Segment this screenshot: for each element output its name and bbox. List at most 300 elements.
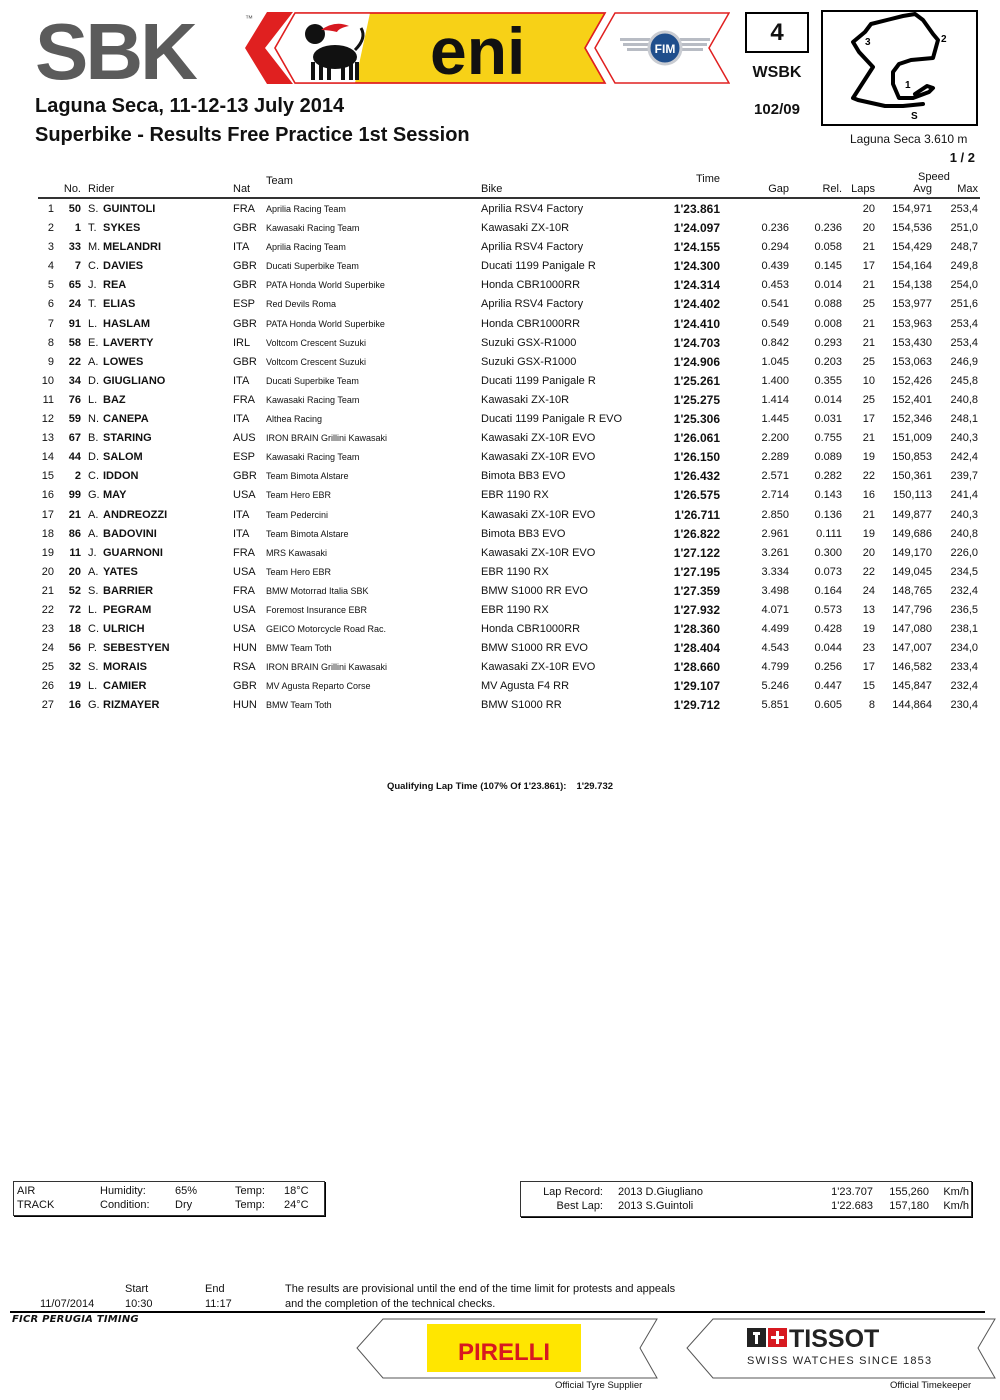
cell-avg: 154,429 xyxy=(892,241,932,254)
condition-value: Dry xyxy=(175,1199,193,1211)
cell-team: Team Hero EBR xyxy=(266,490,332,501)
table-row xyxy=(38,218,980,237)
cell-init: G. xyxy=(88,699,100,712)
cell-avg: 145,847 xyxy=(892,680,932,693)
start-label: Start xyxy=(125,1283,149,1295)
cell-rel: 0.111 xyxy=(816,527,842,540)
cell-laps: 20 xyxy=(862,222,875,235)
lap-records xyxy=(520,1181,972,1217)
table-row xyxy=(38,505,980,524)
cell-rel: 0.293 xyxy=(814,336,842,349)
cell-laps: 17 xyxy=(862,260,875,273)
cell-time: 1'24.314 xyxy=(673,278,720,293)
best-lap-time: 1'22.683 xyxy=(831,1200,873,1212)
cell-gap: 1.445 xyxy=(761,413,789,426)
cell-rel: 0.044 xyxy=(814,642,842,655)
cell-laps: 23 xyxy=(862,642,875,655)
cell-bike: Bimota BB3 EVO xyxy=(481,470,566,483)
corner-1-label: 1 xyxy=(905,80,911,91)
track-outline-icon xyxy=(823,12,976,124)
cell-team: Voltcom Crescent Suzuki xyxy=(266,337,367,348)
cell-max: 241,4 xyxy=(950,489,978,502)
table-row xyxy=(38,294,980,313)
cell-gap: 4.799 xyxy=(761,661,789,674)
cell-time: 1'24.402 xyxy=(673,297,720,312)
cell-rel: 0.755 xyxy=(814,432,842,445)
header-team: Team xyxy=(266,175,293,187)
tissot-banner xyxy=(685,1318,997,1380)
cell-pos: 4 xyxy=(47,260,54,273)
cell-laps: 16 xyxy=(862,489,875,502)
cell-max: 246,9 xyxy=(950,355,978,368)
cell-pos: 21 xyxy=(41,584,54,597)
cell-no: 1 xyxy=(74,222,81,235)
cell-laps: 10 xyxy=(862,374,875,387)
cell-rel: 0.136 xyxy=(814,508,842,521)
cell-time: 1'27.122 xyxy=(673,545,720,560)
cell-no: 99 xyxy=(68,489,81,502)
cell-name: PEGRAM xyxy=(103,603,152,616)
table-row xyxy=(38,390,980,409)
header-nat: Nat xyxy=(233,183,251,195)
cell-max: 236,5 xyxy=(950,603,978,616)
cell-team: IRON BRAIN Grillini Kawasaki xyxy=(266,662,388,673)
cell-laps: 25 xyxy=(862,355,875,368)
cell-avg: 150,113 xyxy=(893,489,932,502)
cell-time: 1'24.155 xyxy=(673,240,720,255)
table-row xyxy=(38,619,980,638)
qualifying-label: Qualifying Lap Time (107% Of 1'23.861): xyxy=(386,781,567,792)
cell-gap: 1.414 xyxy=(761,393,789,406)
cell-pos: 3 xyxy=(47,241,54,254)
header-rider: Rider xyxy=(88,183,115,195)
cell-max: 232,4 xyxy=(950,680,978,693)
cell-avg: 149,686 xyxy=(892,527,932,540)
corner-2-label: 2 xyxy=(941,34,947,45)
fim-logo-text: FIM xyxy=(654,42,676,56)
cell-bike: Kawasaki ZX-10R xyxy=(481,222,570,235)
cell-rel: 0.203 xyxy=(814,355,842,368)
cell-gap: 2.200 xyxy=(761,432,789,445)
cell-nat: USA xyxy=(233,603,256,616)
cell-time: 1'25.306 xyxy=(673,412,720,427)
cell-name: STARING xyxy=(103,432,152,445)
table-row xyxy=(38,657,980,676)
cell-gap: 0.549 xyxy=(761,317,789,330)
cell-no: 16 xyxy=(68,699,81,712)
cell-team: Team Pedercini xyxy=(266,509,329,520)
cell-nat: USA xyxy=(233,489,256,502)
cell-bike: Ducati 1199 Panigale R xyxy=(481,260,596,273)
cell-avg: 147,007 xyxy=(892,642,932,655)
cell-time: 1'27.195 xyxy=(673,564,720,579)
cell-bike: Honda CBR1000RR xyxy=(481,623,581,636)
cell-time: 1'27.932 xyxy=(673,602,720,617)
cell-rel: 0.089 xyxy=(814,451,842,464)
cell-laps: 25 xyxy=(862,393,875,406)
qualifying-value: 1'29.732 xyxy=(576,781,614,792)
cell-laps: 21 xyxy=(862,241,875,254)
track-temp-label: Temp: xyxy=(235,1199,265,1211)
cell-avg: 147,080 xyxy=(892,623,932,636)
cell-bike: Honda CBR1000RR xyxy=(481,317,581,330)
cell-rel: 0.143 xyxy=(814,489,842,502)
track-map xyxy=(821,10,978,126)
cell-no: 19 xyxy=(68,680,81,693)
cell-no: 58 xyxy=(68,336,81,349)
cell-pos: 16 xyxy=(41,489,54,502)
cell-no: 52 xyxy=(68,584,81,597)
cell-no: 86 xyxy=(68,527,81,540)
cell-max: 234,0 xyxy=(950,642,978,655)
cell-team: Foremost Insurance EBR xyxy=(266,604,368,615)
header-time: Time xyxy=(695,173,720,185)
cell-avg: 147,796 xyxy=(892,603,932,616)
cell-name: MORAIS xyxy=(103,661,147,674)
cell-pos: 5 xyxy=(47,279,54,292)
track-temp-value: 24°C xyxy=(284,1199,309,1211)
cell-max: 234,5 xyxy=(950,565,978,578)
cell-bike: EBR 1190 RX xyxy=(481,565,549,578)
table-row xyxy=(38,676,980,695)
cell-no: 22 xyxy=(68,355,81,368)
pirelli-logo: PIRELLI xyxy=(457,1339,551,1366)
table-row xyxy=(38,524,980,543)
timing-brand: FICR PERUGIA TIMING xyxy=(12,1314,139,1325)
cell-time: 1'24.703 xyxy=(673,335,720,350)
cell-team: IRON BRAIN Grillini Kawasaki xyxy=(266,433,388,444)
trademark-mark: ™ xyxy=(245,14,253,23)
cell-nat: FRA xyxy=(233,393,255,406)
cell-init: L. xyxy=(88,603,98,616)
cell-bike: Bimota BB3 EVO xyxy=(481,527,566,540)
cell-init: L. xyxy=(88,317,98,330)
cell-gap: 2.850 xyxy=(761,508,789,521)
cell-rel: 0.088 xyxy=(814,298,842,311)
cell-max: 248,7 xyxy=(950,241,978,254)
cell-rel: 0.145 xyxy=(814,260,842,273)
cell-gap: 0.236 xyxy=(761,222,789,235)
table-row xyxy=(38,543,980,562)
cell-team: Aprilia Racing Team xyxy=(266,242,346,253)
cell-pos: 24 xyxy=(41,642,54,655)
cell-init: S. xyxy=(88,661,99,674)
cell-nat: IRL xyxy=(233,336,251,349)
cell-init: P. xyxy=(88,642,97,655)
table-row xyxy=(38,562,980,581)
disclaimer-line-2: and the completion of the technical checks. xyxy=(285,1298,496,1310)
cell-avg: 153,430 xyxy=(892,336,932,349)
cell-nat: AUS xyxy=(233,432,256,445)
cell-gap: 1.400 xyxy=(761,374,789,387)
cell-bike: Suzuki GSX-R1000 xyxy=(481,355,577,368)
cell-pos: 19 xyxy=(41,546,54,559)
cell-team: BMW Team Toth xyxy=(266,700,332,711)
table-row xyxy=(38,466,980,485)
cell-no: 76 xyxy=(68,393,81,406)
table-body xyxy=(38,199,980,715)
cell-init: J. xyxy=(88,546,97,559)
round-number: 4 xyxy=(745,12,809,53)
cell-pos: 12 xyxy=(41,413,54,426)
air-temp-value: 18°C xyxy=(284,1185,309,1197)
end-time: 11:17 xyxy=(205,1298,232,1310)
table-row xyxy=(38,199,980,218)
cell-avg: 153,977 xyxy=(892,298,932,311)
disclaimer-line-1: The results are provisional until the end of the time limit for protests and appeals xyxy=(285,1283,676,1295)
table-row xyxy=(38,409,980,428)
cell-team: Kawasaki Racing Team xyxy=(266,223,360,234)
humidity-label: Humidity: xyxy=(100,1185,146,1197)
best-lap-unit: Km/h xyxy=(943,1200,969,1212)
cell-bike: Kawasaki ZX-10R EVO xyxy=(481,451,596,464)
cell-no: 50 xyxy=(68,203,81,215)
cell-max: 230,4 xyxy=(950,699,978,712)
cell-rel: 0.236 xyxy=(814,222,842,235)
cell-name: GIUGLIANO xyxy=(103,374,166,387)
cell-nat: GBR xyxy=(233,317,257,330)
table-row xyxy=(38,638,980,657)
header-gap: Gap xyxy=(768,183,789,195)
cell-max: 240,8 xyxy=(950,527,978,540)
cell-pos: 6 xyxy=(47,298,54,311)
cell-max: 251,6 xyxy=(950,298,978,311)
cell-laps: 17 xyxy=(862,661,875,674)
cell-team: Team Bimota Alstare xyxy=(266,471,349,482)
cell-name: SALOM xyxy=(103,451,143,464)
cell-nat: ITA xyxy=(233,374,250,387)
cell-rel: 0.058 xyxy=(814,241,842,254)
cell-bike: Suzuki GSX-R1000 xyxy=(481,336,577,349)
start-time: 10:30 xyxy=(125,1298,153,1310)
cell-init: L. xyxy=(88,680,98,693)
page-number: 1 / 2 xyxy=(949,150,975,165)
cell-laps: 19 xyxy=(862,451,875,464)
cell-pos: 8 xyxy=(47,336,54,349)
cell-time: 1'27.359 xyxy=(673,583,720,598)
header-avg: Avg xyxy=(913,183,932,195)
cell-name: SEBESTYEN xyxy=(103,642,170,655)
cell-no: 18 xyxy=(68,623,81,636)
cell-laps: 21 xyxy=(862,432,875,445)
cell-name: MELANDRI xyxy=(103,241,162,254)
cell-no: 20 xyxy=(68,565,81,578)
cell-time: 1'26.575 xyxy=(673,488,720,503)
cell-time: 1'29.712 xyxy=(673,698,720,713)
cell-max: 248,1 xyxy=(950,413,978,426)
cell-gap: 4.543 xyxy=(761,642,789,655)
cell-time: 1'26.061 xyxy=(673,431,720,446)
cell-nat: ITA xyxy=(233,241,250,254)
cell-team: PATA Honda World Superbike xyxy=(266,280,385,291)
cell-gap: 2.289 xyxy=(761,451,789,464)
cell-nat: HUN xyxy=(233,699,257,712)
cell-gap: 2.714 xyxy=(761,489,789,502)
cell-max: 249,8 xyxy=(950,260,978,273)
header-speed: Speed xyxy=(918,171,950,183)
lap-record-speed: 155,260 xyxy=(889,1186,929,1198)
cell-pos: 25 xyxy=(41,661,54,674)
cell-pos: 22 xyxy=(41,603,54,616)
table-row xyxy=(38,352,980,371)
cell-avg: 149,877 xyxy=(892,508,932,521)
cell-gap: 0.842 xyxy=(761,336,789,349)
cell-no: 91 xyxy=(68,317,81,330)
cell-init: C. xyxy=(88,623,99,636)
best-lap-speed: 157,180 xyxy=(889,1200,929,1212)
cell-init: J. xyxy=(88,279,97,292)
cell-name: LOWES xyxy=(103,355,144,368)
cell-max: 240,8 xyxy=(950,393,978,406)
cell-bike: Aprilia RSV4 Factory xyxy=(481,203,584,215)
cell-avg: 150,361 xyxy=(892,470,932,483)
cell-nat: GBR xyxy=(233,222,257,235)
cell-init: C. xyxy=(88,470,99,483)
start-label: S xyxy=(911,111,918,122)
cell-bike: EBR 1190 RX xyxy=(481,489,549,502)
cell-name: BARRIER xyxy=(103,584,154,597)
track-label: TRACK xyxy=(17,1199,55,1211)
cell-bike: Kawasaki ZX-10R xyxy=(481,393,570,406)
cell-nat: GBR xyxy=(233,260,257,273)
cell-pos: 11 xyxy=(42,393,54,406)
cell-avg: 153,063 xyxy=(892,355,932,368)
cell-team: BMW Motorrad Italia SBK xyxy=(266,585,369,596)
cell-gap: 3.334 xyxy=(761,565,789,578)
cell-no: 11 xyxy=(69,546,81,559)
series-label: WSBK xyxy=(752,64,802,81)
cell-name: ULRICH xyxy=(103,623,145,636)
table-row xyxy=(38,275,980,294)
header-laps: Laps xyxy=(851,183,875,195)
header-no: No. xyxy=(63,183,81,195)
cell-rel: 0.256 xyxy=(814,661,842,674)
cell-pos: 15 xyxy=(41,470,54,483)
cell-max: 251,0 xyxy=(950,222,978,235)
cell-init: D. xyxy=(88,451,99,464)
cell-no: 7 xyxy=(74,260,81,273)
cell-max: 238,1 xyxy=(950,623,978,636)
cell-gap: 0.294 xyxy=(761,241,789,254)
cell-laps: 21 xyxy=(862,279,875,292)
cell-bike: BMW S1000 RR EVO xyxy=(481,584,588,597)
cell-avg: 146,582 xyxy=(892,661,932,674)
cell-max: 245,8 xyxy=(950,374,978,387)
humidity-value: 65% xyxy=(175,1185,198,1197)
cell-time: 1'25.275 xyxy=(673,392,720,407)
cell-bike: Kawasaki ZX-10R EVO xyxy=(481,661,596,674)
cell-init: L. xyxy=(88,393,98,406)
cell-rel: 0.428 xyxy=(814,623,842,636)
cell-name: CANEPA xyxy=(103,413,149,426)
cell-nat: FRA xyxy=(233,584,255,597)
cell-laps: 13 xyxy=(862,603,875,616)
cell-bike: Honda CBR1000RR xyxy=(481,279,581,292)
cell-gap: 5.851 xyxy=(761,699,789,712)
cell-init: N. xyxy=(88,413,99,426)
cell-pos: 1 xyxy=(47,203,54,215)
cell-nat: ITA xyxy=(233,413,250,426)
cell-nat: ESP xyxy=(233,298,256,311)
cell-name: HASLAM xyxy=(103,317,151,330)
sbk-logo: SBK xyxy=(35,7,195,96)
cell-avg: 148,765 xyxy=(892,584,932,597)
cell-team: Red Devils Roma xyxy=(266,299,337,310)
cell-rel: 0.014 xyxy=(814,393,842,406)
cell-name: BAZ xyxy=(103,393,126,406)
cell-nat: ITA xyxy=(233,527,250,540)
lap-record-time: 1'23.707 xyxy=(831,1186,873,1198)
cell-no: 67 xyxy=(68,432,81,445)
cell-rel: 0.300 xyxy=(814,546,842,559)
cell-avg: 144,864 xyxy=(892,699,932,712)
cell-name: BADOVINI xyxy=(103,527,157,540)
cell-nat: ESP xyxy=(233,451,256,464)
pirelli-banner xyxy=(355,1318,675,1380)
cell-name: LAVERTY xyxy=(103,336,154,349)
lap-record-unit: Km/h xyxy=(943,1186,969,1198)
cell-pos: 7 xyxy=(47,317,54,330)
weather-conditions xyxy=(13,1181,325,1216)
cell-max: 239,7 xyxy=(950,470,978,483)
cell-pos: 23 xyxy=(41,623,54,636)
cell-time: 1'26.432 xyxy=(673,469,720,484)
tissot-logo: TISSOT xyxy=(789,1325,880,1353)
cell-time: 1'28.404 xyxy=(673,641,720,656)
cell-init: A. xyxy=(88,565,99,578)
table-row xyxy=(38,314,980,333)
table-row xyxy=(38,695,980,714)
cell-pos: 9 xyxy=(47,355,54,368)
tissot-tagline: SWISS WATCHES SINCE 1853 xyxy=(747,1355,933,1367)
event-title: Laguna Seca, 11-12-13 July 2014 xyxy=(35,95,345,117)
cell-no: 56 xyxy=(68,642,81,655)
eni-wordmark: eni xyxy=(430,14,526,84)
cell-init: T. xyxy=(88,222,97,235)
cell-pos: 13 xyxy=(41,432,54,445)
cell-gap: 3.261 xyxy=(761,546,789,559)
cell-team: Kawasaki Racing Team xyxy=(266,452,360,463)
corner-3-label: 3 xyxy=(865,37,871,48)
cell-nat: GBR xyxy=(233,680,257,693)
header-max: Max xyxy=(957,183,978,195)
sponsor-banner xyxy=(245,12,730,84)
document-number: 102/09 xyxy=(754,101,800,118)
cell-max: 253,4 xyxy=(950,336,978,349)
cell-laps: 22 xyxy=(862,470,875,483)
cell-no: 34 xyxy=(68,374,81,387)
pirelli-caption: Official Tyre Supplier xyxy=(555,1380,643,1391)
table-row xyxy=(38,428,980,447)
cell-bike: BMW S1000 RR xyxy=(481,699,562,712)
cell-gap: 2.571 xyxy=(761,470,789,483)
cell-rel: 0.073 xyxy=(814,565,842,578)
cell-init: A. xyxy=(88,508,99,521)
cell-rel: 0.282 xyxy=(814,470,842,483)
cell-time: 1'24.097 xyxy=(673,221,720,236)
cell-name: GUARNONI xyxy=(103,546,163,559)
cell-gap: 0.541 xyxy=(761,298,789,311)
cell-team: Voltcom Crescent Suzuki xyxy=(266,356,367,367)
table-row xyxy=(38,447,980,466)
cell-nat: GBR xyxy=(233,470,257,483)
cell-init: E. xyxy=(88,336,99,349)
cell-nat: ITA xyxy=(233,508,250,521)
header-bike: Bike xyxy=(481,183,503,195)
cell-init: G. xyxy=(88,489,100,502)
cell-pos: 14 xyxy=(41,451,54,464)
cell-avg: 150,853 xyxy=(892,451,932,464)
